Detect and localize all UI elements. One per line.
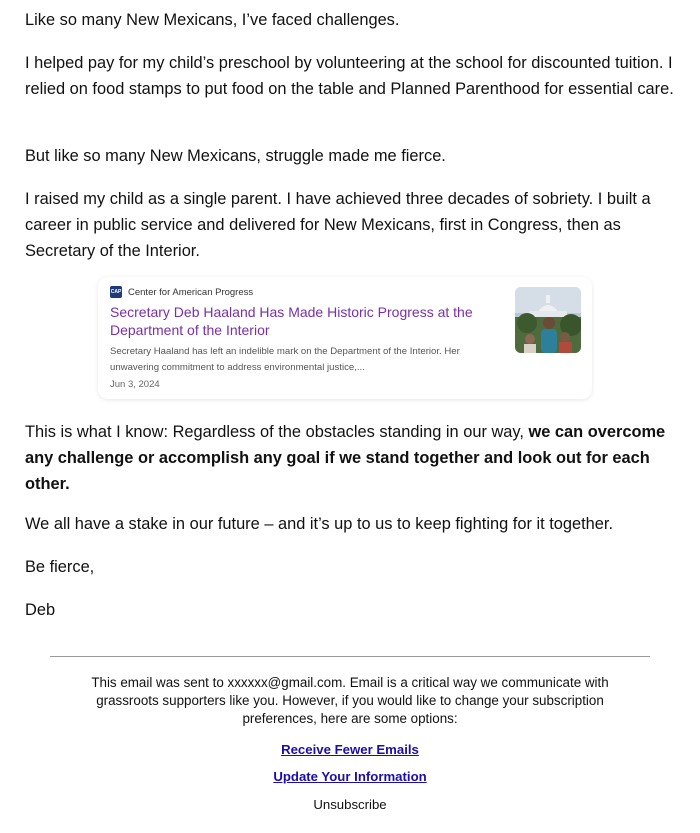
paragraph-career: I raised my child as a single parent. I have achieved three decades of sobriety. I built a career in public service and delivered for New Mexicans, first in Congress, then as Secretary of the Interior. [25,190,651,260]
card-source [110,286,253,298]
unsubscribe-link[interactable]: Unsubscribe [313,797,387,812]
signature-name: Deb [25,601,56,619]
sign-off: Be fierce, [25,558,95,576]
card-title[interactable]: Secretary Deb Haaland Has Made Historic Progress at the Department of the Interior [110,304,473,338]
link-preview-card[interactable] [98,277,592,399]
card-description: Secretary Haaland has left an indelible mark on the Department of the Interior. Her unwavering commitment to address environmental justice,... [110,346,460,373]
paragraph-fierce: But like so many New Mexicans, struggle made me fierce. [25,147,446,165]
footer-notice: This email was sent to xxxxxx@gmail.com. Email is a critical way we communicate with grassroots supporters like you. However, if you would like to change your subscription preferences, here are some options: [91,675,609,726]
card-thumbnail-image [515,287,581,353]
paragraph-what-i-know [25,419,685,497]
paragraph-stake: We all have a stake in our future – and it’s up to us to keep fighting for it together. [25,515,613,533]
paragraph-challenges: Like so many New Mexicans, I’ve faced challenges. [25,11,400,29]
footer-divider [50,656,650,657]
update-information-link[interactable]: Update Your Information [273,769,427,784]
card-date: Jun 3, 2024 [110,379,160,390]
cap-logo-icon: CAP [110,286,122,298]
paragraph-preschool: I helped pay for my child’s preschool by volunteering at the school for discounted tuition. I relied on food stamps to put food on the table and Planned Parenthood for essential care. [25,54,674,98]
paragraph-what-i-know-bold: we can overcome any challenge or accomplish any goal if we stand together and look out for each other. [25,423,666,493]
paragraph-what-i-know-text: This is what I know: Regardless of the obstacles standing in our way, [25,423,529,441]
receive-fewer-emails-link[interactable]: Receive Fewer Emails [281,742,419,757]
card-source-name: Center for American Progress [128,286,254,298]
thumbnail-photo-icon [515,287,581,353]
